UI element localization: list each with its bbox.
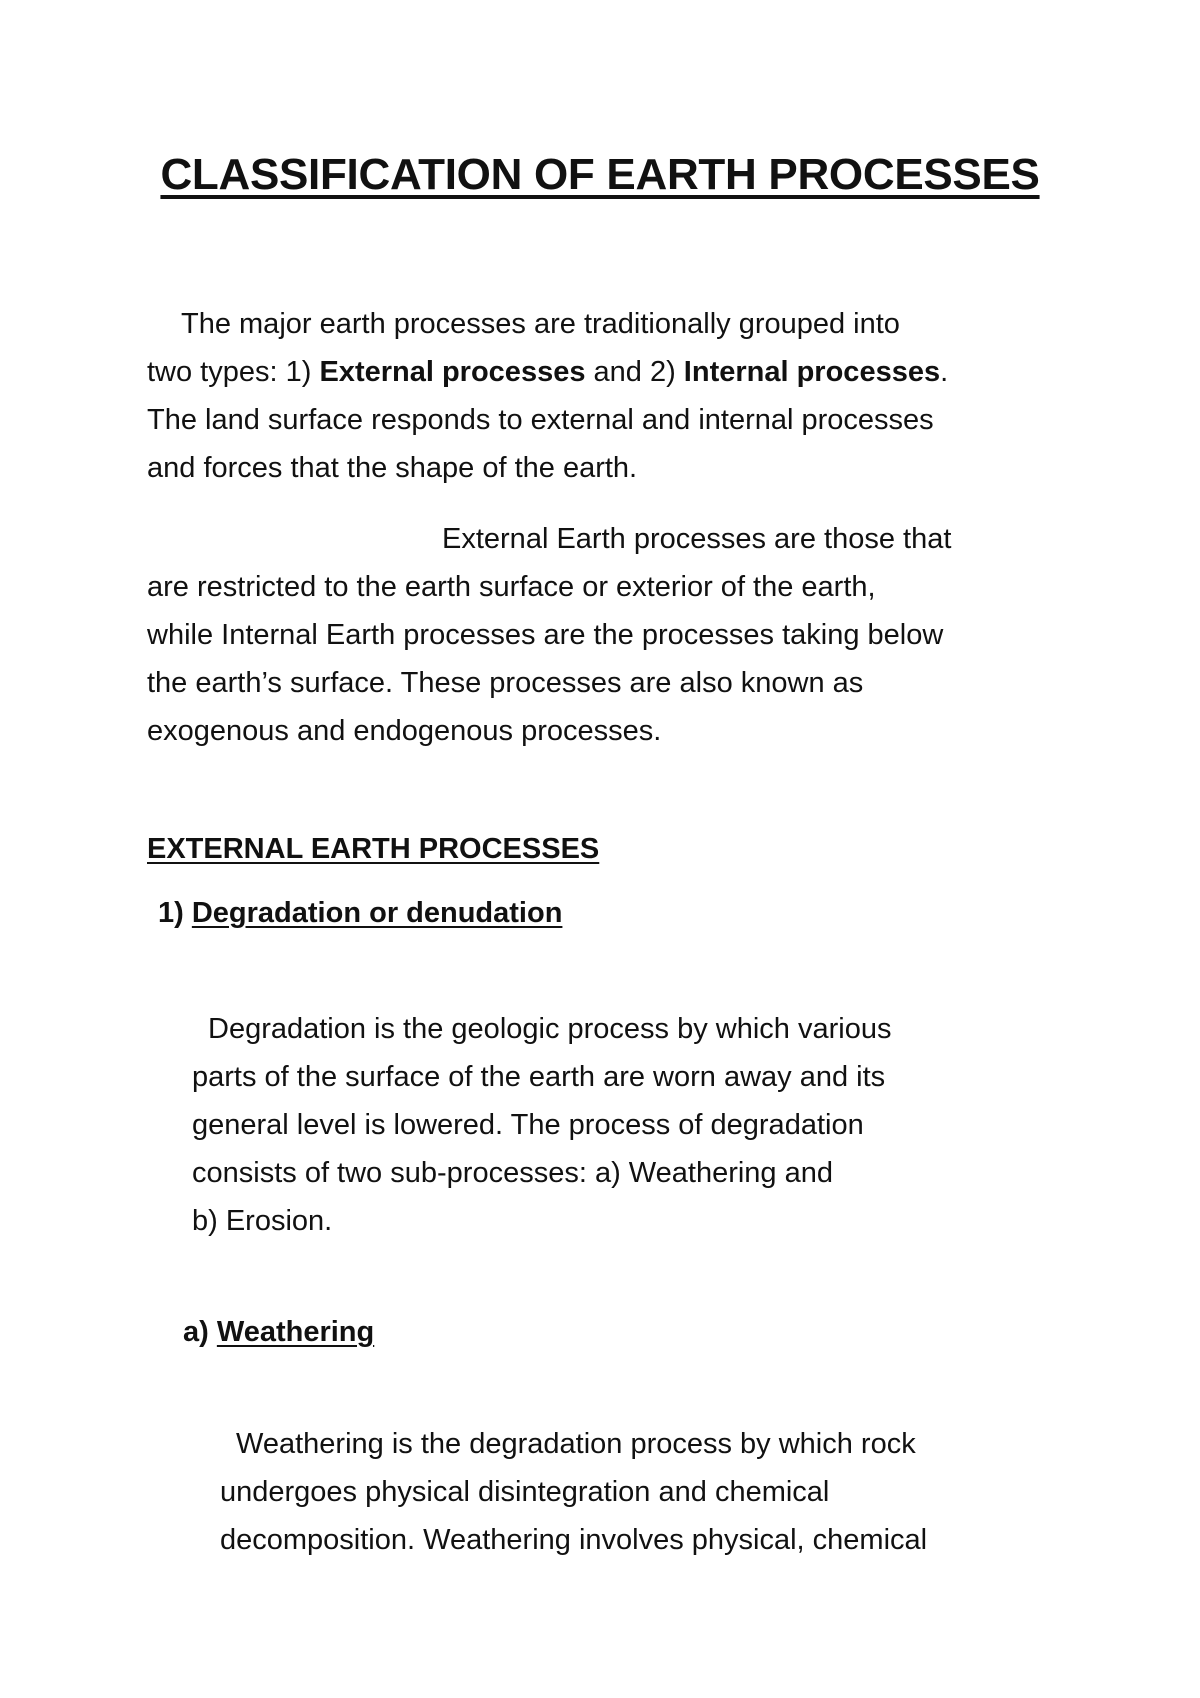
intro2-line-2: are restricted to the earth surface or exterior of the earth, [147, 571, 876, 603]
intro-paragraph [147, 300, 1067, 492]
intro-paragraph-2 [147, 515, 1067, 755]
page-title: CLASSIFICATION OF EARTH PROCESSES [160, 150, 1040, 199]
intro-line-3: The land surface responds to external and internal processes [147, 404, 934, 436]
subsection-letter: a) [183, 1316, 209, 1348]
weathering-line-1: Weathering is the degradation process by which rock [236, 1428, 916, 1460]
intro-line-1: The major earth processes are traditionally grouped into [181, 308, 900, 340]
subsection-heading-degradation [158, 897, 562, 930]
intro-line-4: and forces that the shape of the earth. [147, 452, 638, 484]
weathering-line-3: decomposition. Weathering involves physical, chemical [220, 1524, 928, 1556]
intro2-line-4: the earth’s surface. These processes are also known as [147, 667, 864, 699]
degradation-line-5: b) Erosion. [192, 1205, 333, 1237]
external-processes-term: External processes [319, 356, 586, 388]
internal-processes-term: Internal processes [683, 356, 941, 388]
weathering-line-2: undergoes physical disintegration and chemical [220, 1476, 830, 1508]
degradation-line-4: consists of two sub-processes: a) Weathering and [192, 1157, 834, 1189]
degradation-line-3: general level is lowered. The process of degradation [192, 1109, 864, 1141]
degradation-paragraph [192, 1005, 1032, 1245]
intro-line-2: two types: 1) External processes and 2) Internal processes. [147, 356, 949, 388]
subsection-title-weathering: Weathering [216, 1316, 375, 1348]
subsection-heading-weathering [183, 1316, 374, 1349]
degradation-line-2: parts of the surface of the earth are worn away and its [192, 1061, 886, 1093]
section-heading-external: EXTERNAL EARTH PROCESSES [147, 833, 600, 865]
intro2-line-1: External Earth processes are those that [442, 523, 952, 555]
intro2-line-3: while Internal Earth processes are the processes taking below [147, 619, 944, 651]
subsection-title: Degradation or denudation [191, 897, 563, 929]
degradation-line-1: Degradation is the geologic process by which various [208, 1013, 892, 1045]
weathering-paragraph [220, 1420, 1060, 1564]
intro2-line-5: exogenous and endogenous processes. [147, 715, 662, 747]
subsection-number: 1) [158, 897, 184, 929]
